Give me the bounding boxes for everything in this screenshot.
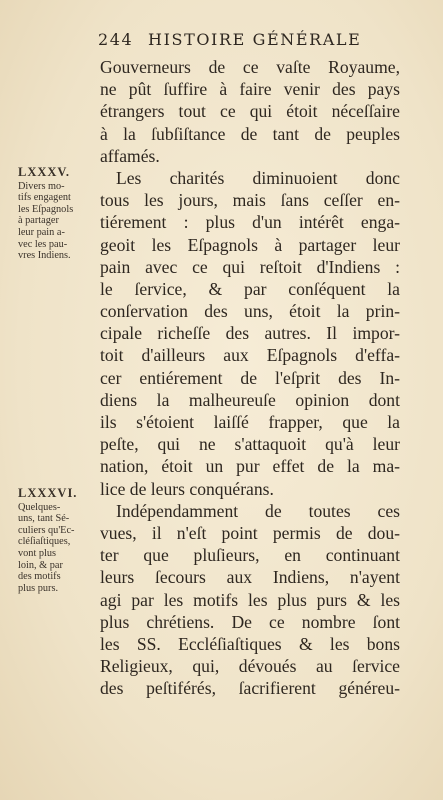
text-line: ne pût ſuffire à faire venir des pays [100,79,400,100]
text-line: des peſtiférés, ſacrifierent généreu- [100,678,400,699]
margin-note-85 [18,167,100,262]
margin-note-line: des motifs [18,571,61,583]
page-number: 244 [98,30,134,49]
text-line: tiérement : plus d'un intérêt enga- [100,212,400,233]
text-line: geoit les Eſpagnols à partager leur [100,234,400,255]
margin-note-86 [18,488,100,594]
text-line: les SS. Eccléſiaſtiques & les bons [100,633,400,654]
margin-note-line: à partager [18,215,59,227]
margin-note-line: uns, tant Sé- [18,513,70,525]
body-text [100,56,400,699]
text-line: agi par les motifs les plus purs & les [100,589,400,610]
margin-note-line: Divers mo- [18,180,65,192]
text-line: toit d'ailleurs aux Eſpagnols d'effa- [100,345,400,366]
margin-note-line: cléſiaſtiques, [18,536,71,548]
text-line: ils s'étoient laiſſé frapper, que la [100,412,400,432]
margin-note-line: plus purs. [18,582,59,594]
text-line: ter que pluſieurs, en continuant [100,545,400,566]
text-line: cipale richeſſe des autres. Il impor- [100,323,400,344]
text-line: nation, étoit un pur effet de la ma- [100,456,400,477]
margin-note-line: vec les pau- [18,238,68,250]
text-line: le ſervice, & par conſéquent la [100,278,400,299]
text-line: pain avec ce qui reſtoit d'Indiens : [100,256,400,277]
text-line: conſervation des uns, étoit la prin- [100,301,400,322]
text-line: à la ſubſiſtance de tant de peuples [100,123,400,144]
margin-note-line: leur pain a- [18,226,65,238]
margin-note-line: culiers qu'Ec- [18,524,75,536]
margin-note-line: les Eſpagnols [18,203,74,215]
margin-note-number: LXXXVI. [18,486,78,500]
text-line: diens la malheureuſe opinion dont [100,389,400,410]
text-line: Les charités diminuoient donc [116,167,400,188]
text-line: Religieux, qui, dévoués au ſervice [100,656,400,677]
text-line: vues, il n'eſt point permis de dou- [100,522,400,543]
running-header [98,30,398,49]
margin-note-number: LXXXV. [18,165,70,179]
margin-note-line: vont plus [18,547,57,559]
running-title: HISTOIRE GÉNÉRALE [148,30,362,49]
text-line: leurs ſecours aux Indiens, n'ayent [100,567,400,588]
text-line: cer entiérement de l'eſprit des In- [100,367,400,388]
margin-note-line: loin, & par [18,559,63,571]
margin-note-line: tifs engagent [18,192,71,204]
text-line: plus chrétiens. De ce nombre ſont [100,611,400,632]
margin-note-line: vres Indiens. [18,250,71,262]
text-line: Gouverneurs de ce vaſte Royaume, [100,57,400,77]
margin-note-line: Quelques- [18,501,61,513]
text-line: affamés. [100,145,160,166]
text-line: peſte, qui ne s'attaquoit qu'à leur [100,434,400,455]
text-line: lice de leurs conquérans. [100,478,274,499]
text-line: tous les jours, mais ſans ceſſer en- [100,190,400,211]
text-line: étrangers tout ce qui étoit néceſſaire [100,101,400,122]
text-line: Indépendamment de toutes ces [116,500,400,521]
